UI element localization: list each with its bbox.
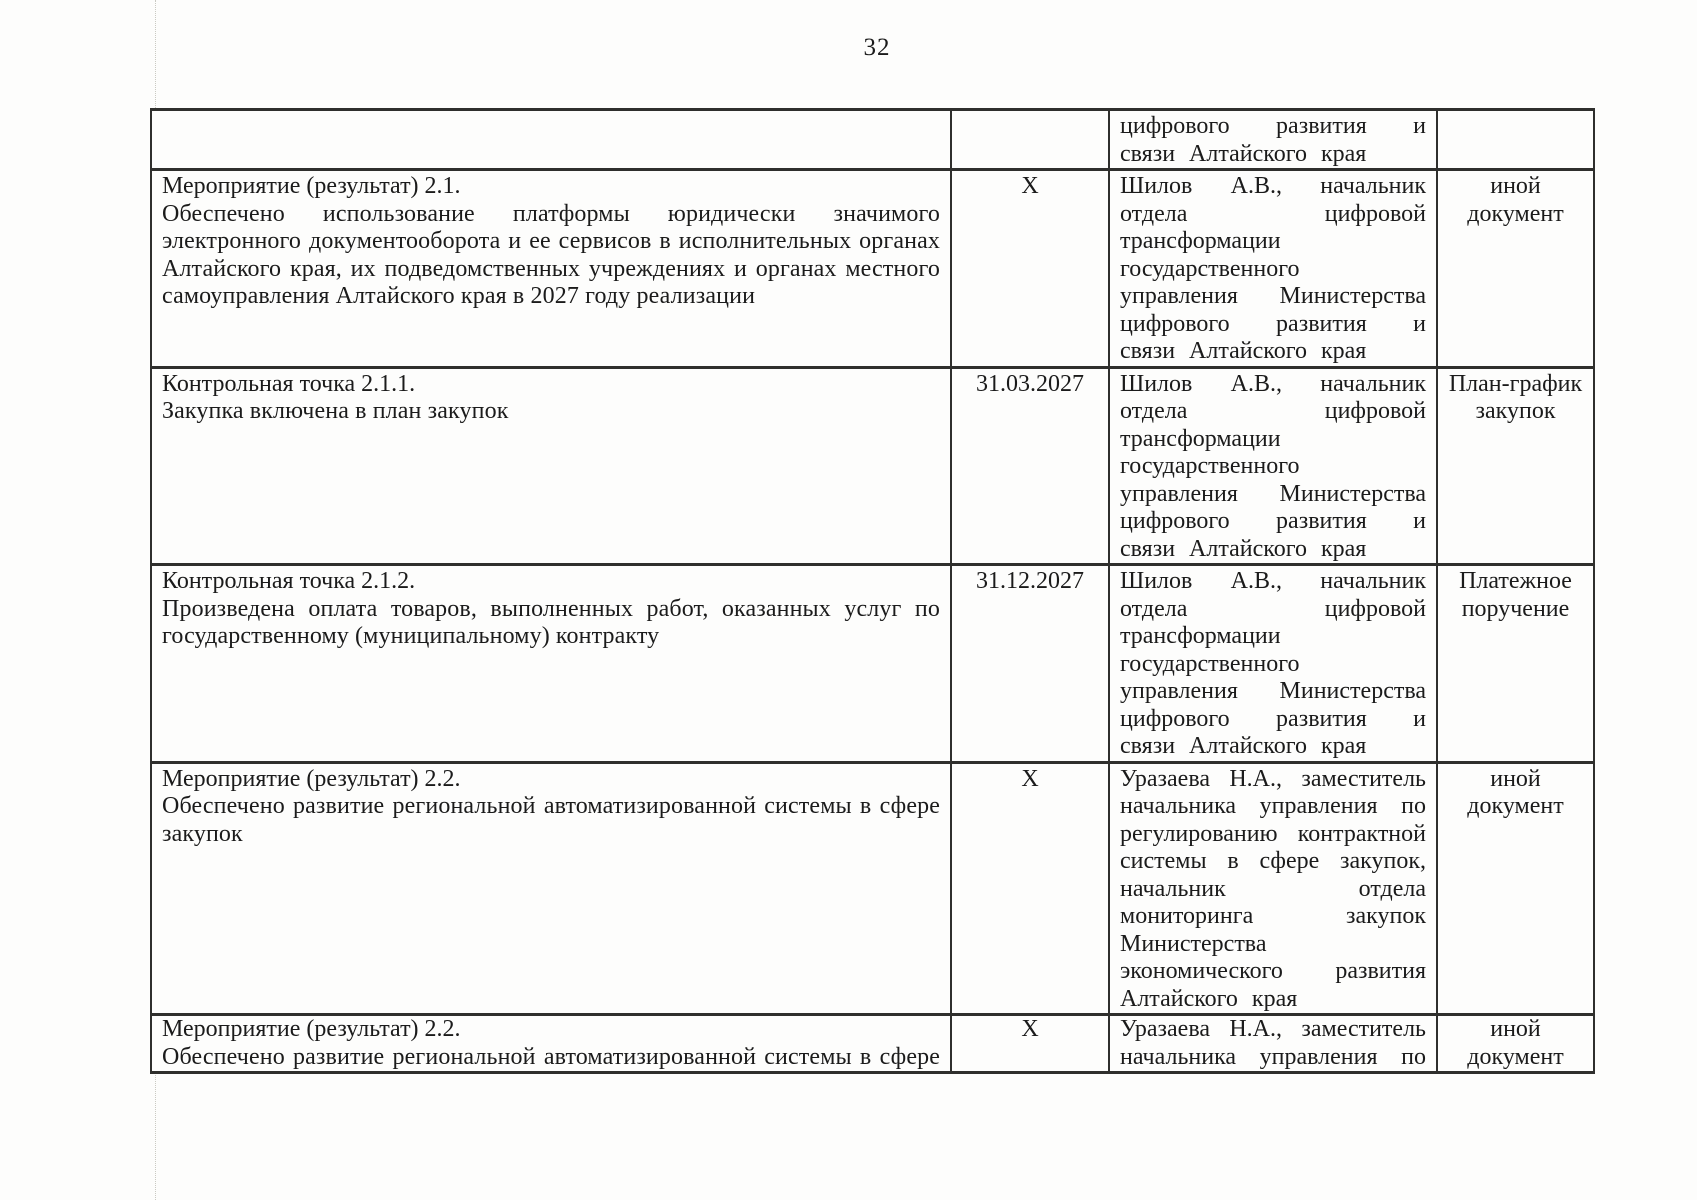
date-cell	[951, 110, 1109, 170]
activity-title: Контрольная точка 2.1.2.	[162, 568, 416, 594]
responsible-person: Уразаева Н.А., заместитель начальника управления по регулированию контрактной системы в сфере закупок, начальник отдела мониторинга закупок Министерства экономического развития Алтайского края	[1120, 765, 1426, 1012]
date-value: 31.12.2027	[976, 568, 1084, 594]
date-cell	[951, 367, 1109, 565]
responsible-cell	[1109, 110, 1437, 170]
responsible-person: Шилов А.В., начальник отдела цифровой трансформации государственного управления Министерства цифрового развития и связи Алтайского края	[1120, 568, 1426, 759]
responsible-cell	[1109, 1015, 1437, 1073]
date-value: X	[1021, 1016, 1039, 1042]
activity-description: Закупка включена в план закупок	[162, 398, 509, 424]
activity-title: Контрольная точка 2.1.1.	[162, 370, 416, 397]
date-value: 31.03.2027	[976, 370, 1084, 397]
activity-cell	[151, 367, 951, 565]
activity-cell	[151, 1015, 951, 1073]
date-cell	[951, 170, 1109, 368]
document-cell	[1437, 1015, 1594, 1073]
activity-description: Обеспечено развитие региональной автоматизированной системы в сфере закупок	[162, 793, 940, 847]
page-number: 32	[863, 34, 891, 61]
document-type: иной документ	[1467, 765, 1564, 819]
activity-title: Мероприятие (результат) 2.2.	[162, 1016, 461, 1042]
document-cell	[1437, 565, 1594, 763]
document-type: иной документ	[1467, 1016, 1564, 1070]
date-cell	[951, 565, 1109, 763]
activity-description: Обеспечено развитие региональной автоматизированной системы в сфере	[162, 1043, 940, 1070]
table-row	[151, 170, 1594, 368]
responsible-cell	[1109, 762, 1437, 1015]
document-cell	[1437, 762, 1594, 1015]
date-cell	[951, 762, 1109, 1015]
activity-cell	[151, 110, 951, 170]
responsible-cell	[1109, 565, 1437, 763]
date-value: X	[1021, 173, 1039, 199]
document-cell	[1437, 170, 1594, 368]
activities-table	[150, 108, 1595, 1074]
document-cell	[1437, 110, 1594, 170]
responsible-person: Шилов А.В., начальник отдела цифровой трансформации государственного управления Министерства цифрового развития и связи Алтайского края	[1120, 173, 1426, 364]
responsible-cell	[1109, 170, 1437, 368]
activity-description: Обеспечено использование платформы юридически значимого электронного документооборота и ее сервисов в исполнительных органах Алтайского края, их подведомственных учреждениях и органах местного самоуправления Алтайского края в 2027 году реализации	[162, 200, 940, 309]
activity-description: Произведена оплата товаров, выполненных работ, оказанных услуг по государственному (муниципальному) контракту	[162, 595, 940, 649]
document-type: иной документ	[1467, 173, 1564, 227]
activity-cell	[151, 170, 951, 368]
activity-cell	[151, 565, 951, 763]
activity-title: Мероприятие (результат) 2.1.	[162, 173, 461, 199]
document-cell	[1437, 367, 1594, 565]
date-value: X	[1021, 765, 1039, 792]
activity-cell	[151, 762, 951, 1015]
responsible-person: цифрового развития и связи Алтайского края	[1120, 113, 1426, 167]
document-type: План-график закупок	[1448, 370, 1583, 424]
table-row	[151, 1015, 1594, 1073]
table-row	[151, 762, 1594, 1015]
table-row	[151, 110, 1594, 170]
table-row	[151, 565, 1594, 763]
date-cell	[951, 1015, 1109, 1073]
responsible-cell	[1109, 367, 1437, 565]
document-type: Платежное поручение	[1459, 568, 1572, 622]
table-row	[151, 367, 1594, 565]
activity-title: Мероприятие (результат) 2.2.	[162, 765, 461, 792]
responsible-person: Шилов А.В., начальник отдела цифровой трансформации государственного управления Министерства цифрового развития и связи Алтайского края	[1120, 370, 1426, 562]
responsible-person: Уразаева Н.А., заместитель начальника управления по	[1120, 1016, 1426, 1070]
activities-table-body	[151, 110, 1594, 1073]
